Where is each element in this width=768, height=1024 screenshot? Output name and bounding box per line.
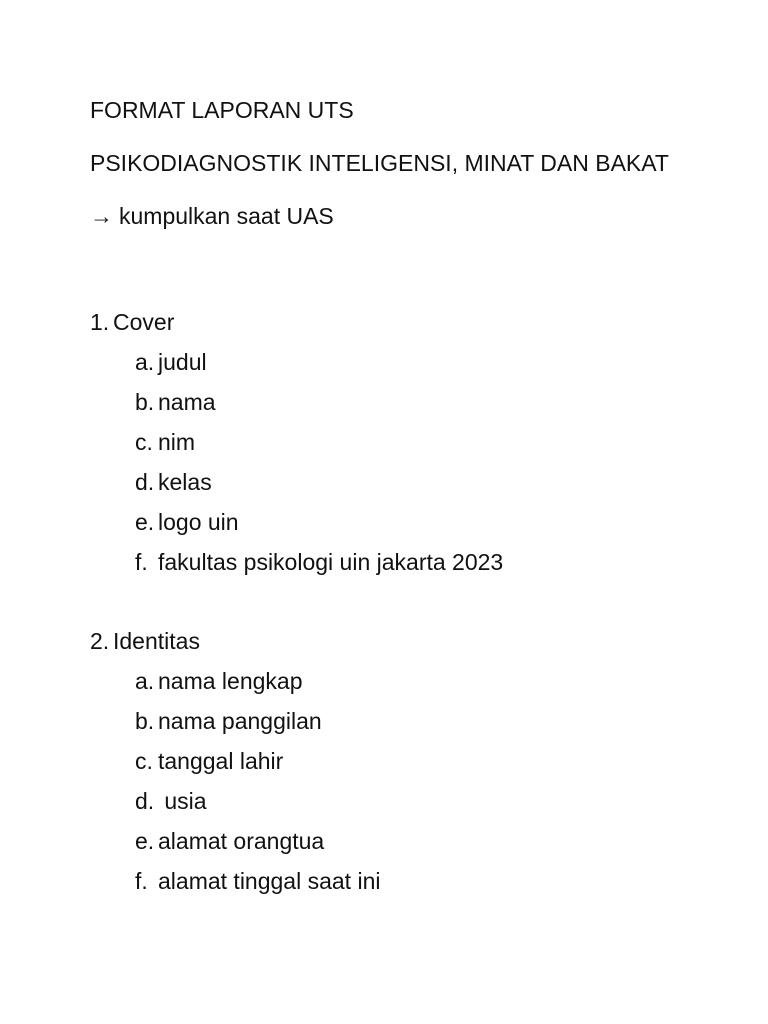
list-item (135, 542, 503, 582)
section-number: 1. (90, 309, 110, 335)
section-identitas (90, 621, 380, 901)
section-cover (90, 302, 503, 582)
list-item-letter: b. (135, 708, 155, 734)
list-item-letter: a. (135, 668, 155, 694)
list-item (135, 422, 503, 462)
list-item-letter: d. (135, 469, 155, 495)
list-item (135, 741, 380, 781)
list-item-text: tanggal lahir (158, 748, 284, 774)
list-item-text: fakultas psikologi uin jakarta 2023 (158, 549, 504, 575)
list-item (135, 781, 380, 821)
document-subtitle: PSIKODIAGNOSTIK INTELIGENSI, MINAT DAN BAKAT (90, 150, 669, 176)
list-item-letter: e. (135, 509, 155, 535)
list-item-text: kelas (158, 469, 212, 495)
list-item-letter: f. (135, 549, 148, 575)
list-item-text: judul (158, 349, 207, 375)
list-item (135, 661, 380, 701)
list-item (135, 701, 380, 741)
list-item (135, 342, 503, 382)
section-item-list (90, 342, 503, 582)
section-item-list (90, 661, 380, 901)
submission-note-text: kumpulkan saat UAS (119, 203, 334, 229)
list-item-text: nim (158, 429, 196, 455)
section-title (90, 621, 380, 661)
list-item-letter: e. (135, 828, 155, 854)
section-title (90, 302, 503, 342)
list-item (135, 821, 380, 861)
list-item-text: alamat tinggal saat ini (158, 868, 381, 894)
section-title-text: Cover (113, 309, 175, 335)
list-item (135, 861, 380, 901)
document-title: FORMAT LAPORAN UTS (90, 97, 354, 123)
list-item (135, 462, 503, 502)
list-item-text: alamat orangtua (158, 828, 325, 854)
section-title-text: Identitas (113, 628, 200, 654)
list-item-text: nama (158, 389, 216, 415)
list-item-text: nama panggilan (158, 708, 322, 734)
list-item-letter: d. (135, 788, 155, 814)
list-item-letter: c. (135, 748, 153, 774)
list-item-letter: f. (135, 868, 148, 894)
list-item (135, 382, 503, 422)
arrow-right-icon: → (90, 203, 113, 229)
list-item-letter: a. (135, 349, 155, 375)
section-number: 2. (90, 628, 110, 654)
list-item (135, 502, 503, 542)
list-item-letter: c. (135, 429, 153, 455)
list-item-text: usia (158, 788, 207, 814)
list-item-text: logo uin (158, 509, 239, 535)
list-item-text: nama lengkap (158, 668, 303, 694)
submission-note (90, 202, 334, 230)
list-item-letter: b. (135, 389, 155, 415)
